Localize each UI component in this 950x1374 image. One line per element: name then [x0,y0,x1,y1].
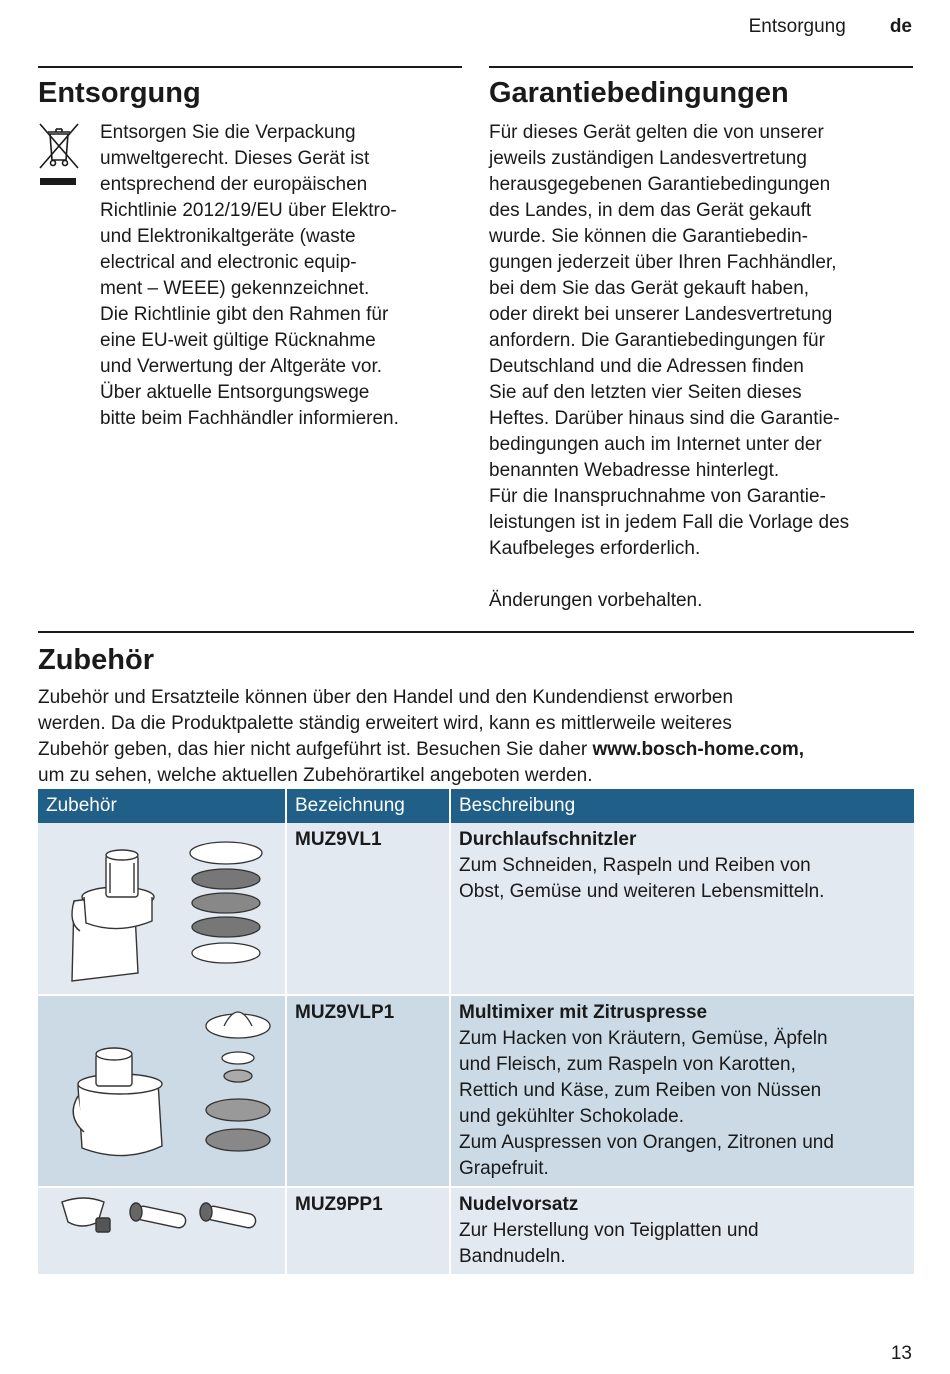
zubehoer-intro-line-4: um zu sehen, welche aktuellen Zubehörartikel angeboten werden. [38,765,593,786]
garantie-text-line: Kaufbeleges erforderlich. [489,538,701,559]
table-row [38,823,914,996]
accessory-description: Zum Schneiden, Raspeln und Reiben von Obst, Gemüse und weiteren Lebensmitteln. [459,855,825,902]
garantie-text-line: Für dieses Gerät gelten die von unserer [489,122,824,143]
pasta-attachment-image [38,1188,285,1258]
garantie-text-line: leistungen ist in jedem Fall die Vorlage des [489,512,850,533]
table-row [38,1188,914,1276]
crossed-out-wheelie-bin-icon [38,120,80,190]
garantie-text-line: des Landes, in dem das Gerät gekauft [489,200,812,221]
header-section: Entsorgung [748,16,846,37]
table-header-row [38,789,914,823]
column-header-bezeichnung: Bezeichnung [287,789,451,823]
zubehoer-title: Zubehör [38,644,154,676]
bosch-home-link[interactable]: www.bosch-home.com, [592,739,805,760]
garantie-text-line: bedingungen auch im Internet unter der [489,434,822,455]
page-number: 13 [890,1343,912,1364]
zubehoer-intro-line-1: Zubehör und Ersatzteile können über den Handel und den Kundendienst erworben [38,687,734,708]
garantie-text-line: Heftes. Darüber hinaus sind die Garantie- [489,408,840,429]
accessory-description: Zur Herstellung von Teigplatten und Bandnudeln. [459,1220,759,1267]
entsorgung-text-line: bitte beim Fachhändler informieren. [100,408,399,429]
accessory-title: Multimixer mit Zitruspresse [459,1002,708,1023]
garantie-text-line: oder direkt bei unserer Landesvertretung [489,304,833,325]
entsorgung-text-line: ment – WEEE) gekennzeichnet. [100,278,370,299]
accessory-description-cell [451,1188,914,1276]
accessory-image-cell [38,823,287,996]
accessory-code-cell [287,823,451,996]
entsorgung-text-line: und Verwertung der Altgeräte vor. [100,356,383,377]
entsorgung-text-line: electrical and electronic equip- [100,252,357,273]
table-row [38,996,914,1188]
multimixer-citrus-press-image [38,996,285,1170]
header-language: de [889,16,912,37]
entsorgung-text-line: entsprechend der europäischen [100,174,368,195]
entsorgung-text-line: Über aktuelle Entsorgungswege [100,382,370,403]
entsorgung-text-line: umweltgerecht. Dieses Gerät ist [100,148,370,169]
garantie-text-line: Deutschland und die Adressen finden [489,356,804,377]
accessory-title: Durchlaufschnitzler [459,829,637,850]
entsorgung-text [100,120,462,432]
entsorgung-text-line: eine EU-weit gültige Rücknahme [100,330,376,351]
running-header [749,16,912,38]
zubehoer-intro-text: Zubehör geben, das hier nicht aufgeführt ist. Besuchen Sie daher [38,739,593,760]
accessory-code: MUZ9VLP1 [295,1002,395,1023]
accessory-image-cell [38,996,287,1188]
garantie-text-line: gungen jederzeit über Ihren Fachhändler, [489,252,837,273]
accessory-code-cell [287,1188,451,1276]
garantie-text-line: jeweils zuständigen Landesvertretung [489,148,807,169]
zubehoer-intro-line-3 [38,737,914,763]
entsorgung-text-line: Entsorgen Sie die Verpackung [100,122,356,143]
zubehoer-intro-line-2: werden. Da die Produktpalette ständig erweitert wird, kann es mittlerweile weiteres [38,713,732,734]
accessory-description-cell [451,823,914,996]
garantie-text-line: herausgegebenen Garantiebedingungen [489,174,831,195]
accessories-table [38,789,914,1276]
column-header-beschreibung: Beschreibung [451,789,914,823]
garantie-text-line: Sie auf den letzten vier Seiten dieses [489,382,802,403]
accessory-code: MUZ9PP1 [295,1194,383,1215]
garantie-text-line: anfordern. Die Garantiebedingungen für [489,330,825,351]
accessory-title: Nudelvorsatz [459,1194,579,1215]
accessory-description: Zum Hacken von Kräutern, Gemüse, Äpfeln und Fleisch, zum Raspeln von Karotten, Rettich und Käse, zum Reiben von Nüssen und gekühlter Schokolade. Zum Auspressen von Orangen, Zitronen und Grapefruit. [459,1028,834,1179]
section-zubehoer [38,631,914,789]
garantie-note: Änderungen vorbehalten. [489,590,703,611]
entsorgung-title: Entsorgung [38,77,201,109]
continuous-slicer-attachment-image [38,823,285,986]
accessory-code-cell [287,996,451,1188]
entsorgung-text-line: und Elektronikaltgeräte (waste [100,226,356,247]
garantie-text [489,120,913,562]
section-entsorgung [38,66,462,432]
garantie-text-line: wurde. Sie können die Garantiebedin- [489,226,808,247]
accessory-description-cell [451,996,914,1188]
column-header-zubehoer: Zubehör [38,789,287,823]
garantie-text-line: benannten Webadresse hinterlegt. [489,460,780,481]
garantie-text-line: bei dem Sie das Gerät gekauft haben, [489,278,810,299]
garantie-title: Garantiebedingungen [489,77,789,109]
section-garantie [489,66,913,614]
entsorgung-text-line: Richtlinie 2012/19/EU über Elektro- [100,200,397,221]
disposal-block [38,120,462,432]
entsorgung-text-line: Die Richtlinie gibt den Rahmen für [100,304,389,325]
accessory-code: MUZ9VL1 [295,829,382,850]
accessory-image-cell [38,1188,287,1276]
garantie-text-line: Für die Inanspruchnahme von Garantie- [489,486,826,507]
